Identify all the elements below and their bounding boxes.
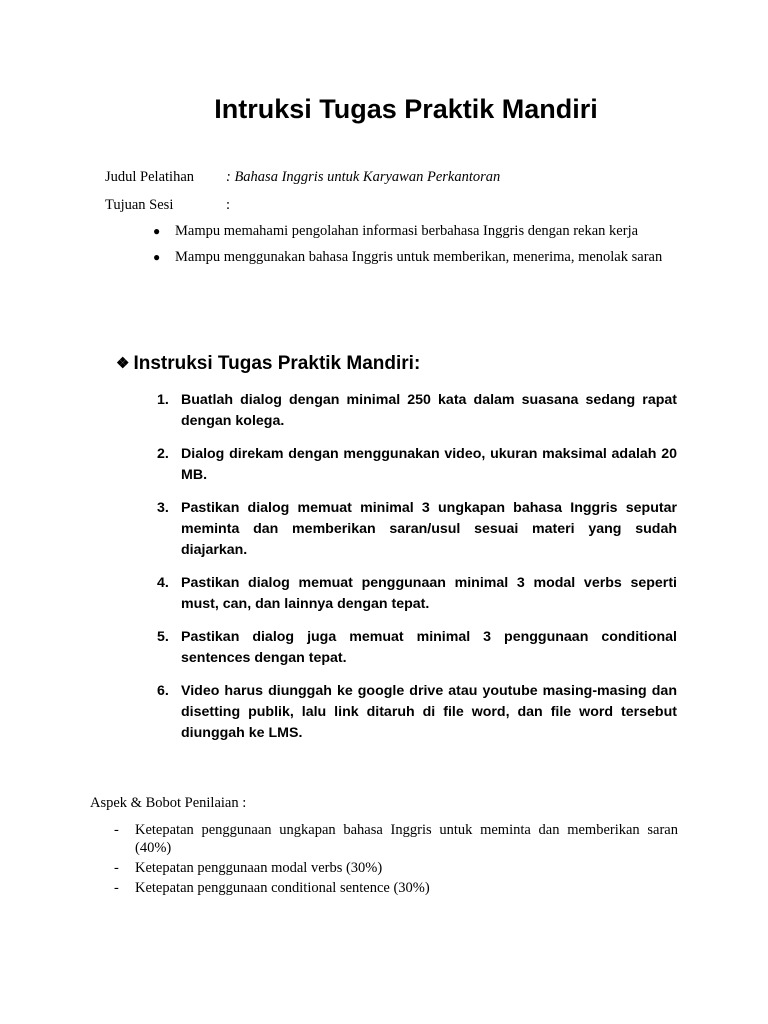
step-number: 6. [157,683,169,699]
assessment-heading: Aspek & Bobot Penilaian : [90,795,247,811]
session-goal-label: Tujuan Sesi [105,197,174,213]
training-title-label: Judul Pelatihan [105,169,195,185]
training-title-row [105,168,500,186]
dash-bullet-icon: - [114,860,119,876]
list-item [112,879,678,897]
list-item [152,498,677,561]
dash-bullet-icon: - [114,880,119,896]
instructions-heading-text: Instruksi Tugas Praktik Mandiri: [133,353,421,374]
step-number: 4. [157,575,169,591]
list-item [112,859,678,877]
dash-bullet-icon: - [114,822,119,838]
step-number: 3. [157,500,169,516]
step-text: Pastikan dialog memuat penggunaan minimal 3 modal verbs seperti must, can, dan lainnya dengan tepat. [181,575,677,612]
training-title-value: : Bahasa Inggris untuk Karyawan Perkantoran [226,169,501,185]
objectives-list [150,222,678,274]
assessment-text: Ketepatan penggunaan ungkapan bahasa Inggris untuk meminta dan memberikan saran (40%) [135,822,678,856]
instructions-heading [116,351,420,377]
step-text: Pastikan dialog memuat minimal 3 ungkapan bahasa Inggris seputar meminta dan memberikan saran/usul sesuai materi yang sudah diajarkan. [181,500,677,558]
objective-text: Mampu memahami pengolahan informasi berbahasa Inggris dengan rekan kerja [175,223,639,239]
step-text: Pastikan dialog juga memuat minimal 3 penggunaan conditional sentences dengan tepat. [181,629,677,666]
session-goal-row [105,196,230,214]
list-item [150,248,678,266]
diamond-bullet-icon: ❖ [116,355,130,372]
assessment-list [112,821,678,899]
list-item [112,821,678,857]
list-item [152,681,677,744]
step-text: Dialog direkam dengan menggunakan video, ukuran maksimal adalah 20 MB. [181,446,677,483]
step-number: 2. [157,446,169,462]
assessment-text: Ketepatan penggunaan modal verbs (30%) [135,860,383,876]
objective-text: Mampu menggunakan bahasa Inggris untuk memberikan, menerima, menolak saran [175,249,663,265]
bullet-icon: ● [153,224,161,238]
bullet-icon: ● [153,250,161,264]
assessment-text: Ketepatan penggunaan conditional sentence (30%) [135,880,430,896]
list-item [152,390,677,432]
step-number: 1. [157,392,169,408]
list-item [150,222,678,240]
list-item [152,444,677,486]
page-title: Intruksi Tugas Praktik Mandiri [214,94,598,124]
step-text: Video harus diunggah ke google drive atau youtube masing-masing dan disetting publik, lalu link ditaruh di file word, dan file word tersebut diunggah ke LMS. [181,683,677,741]
step-number: 5. [157,629,169,645]
step-text: Buatlah dialog dengan minimal 250 kata dalam suasana sedang rapat dengan kolega. [181,392,677,429]
instruction-steps [152,390,677,756]
list-item [152,627,677,669]
list-item [152,573,677,615]
session-goal-colon: : [226,197,231,213]
